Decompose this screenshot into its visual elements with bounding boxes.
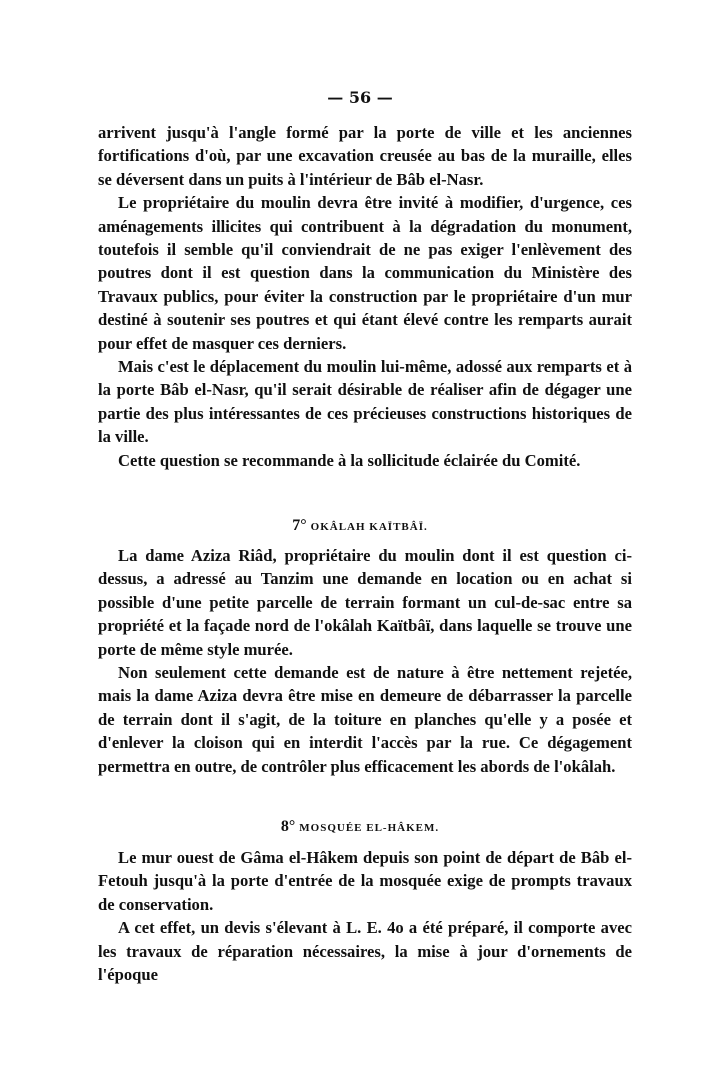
page-number: — 56 — [327, 88, 393, 107]
paragraph-estimate: A cet effet, un devis s'élevant à L. E. 4o a été préparé, il comporte avec les travaux de réparation nécessaires, la mise à jour d'ornements de l'époque [98, 918, 632, 985]
section-title: OKÂLAH KAÏTBÂÏ. [310, 521, 428, 533]
paragraph-committee-recommendation: Cette question se recommande à la sollicitude éclairée du Comité. [118, 450, 581, 470]
section-7-text-block [98, 544, 632, 778]
section-number: 7° [292, 517, 307, 534]
section-heading-8 [0, 818, 720, 836]
section-title: MOSQUÉE EL-HÂKEM. [299, 822, 440, 834]
paragraph-request-rejection: Non seulement cette demande est de nature à être nettement rejetée, mais la dame Aziza devra être mise en demeure de débarrasser la parcelle de terrain dont il s'agit, de la toiture en planches qu'elle y a posée et d'enlever la cloison qui en interdit l'accès par la rue. Ce dégagement permettra en outre, de contrôler plus efficacement les abords de l'okâlah. [98, 663, 632, 776]
paragraph-continuation: arrivent jusqu'à l'angle formé par la porte de ville et les anciennes fortifications d'où, par une excavation creusée au bas de la muraille, elles se déversent dans un puits à l'intérieur de Bâb el-Nasr. [98, 123, 632, 189]
paragraph-owner-invitation: Le propriétaire du moulin devra être invité à modifier, d'urgence, ces aménagements illicites qui contribuent à la dégradation du monument, toutefois il semble qu'il conviendrait de ne pas exiger l'enlèvement des poutres dont il est question dans la communication du Ministère des Travaux publics, pour éviter la construction par le propriétaire d'un mur destiné à soutenir ses poutres et qui étant élevé contre les remparts aurait pour effet de masquer ces derniers. [98, 193, 632, 353]
paragraph-mill-relocation: Mais c'est le déplacement du moulin lui-même, adossé aux remparts et à la porte Bâb el-Nasr, qu'il serait désirable de réaliser afin de dégager une partie des plus intéressantes de ces précieuses constructions historiques de la ville. [98, 357, 632, 447]
section-heading-7 [0, 517, 720, 535]
paragraph-aziza-request: La dame Aziza Riâd, propriétaire du moulin dont il est question ci-dessus, a adressé au Tanzim une demande en location ou en achat si possible d'une petite parcelle de terrain formant un cul-de-sac entre sa propriété et la façade nord de l'okâlah Kaïtbâï, dans laquelle se trouve une porte de même style murée. [98, 546, 632, 659]
intro-text-block [98, 121, 632, 472]
section-8-text-block [98, 846, 632, 986]
section-number: 8° [280, 818, 296, 835]
paragraph-west-wall: Le mur ouest de Gâma el-Hâkem depuis son point de départ de Bâb el-Fetouh jusqu'à la porte d'entrée de la mosquée exige de prompts travaux de conservation. [98, 848, 632, 914]
